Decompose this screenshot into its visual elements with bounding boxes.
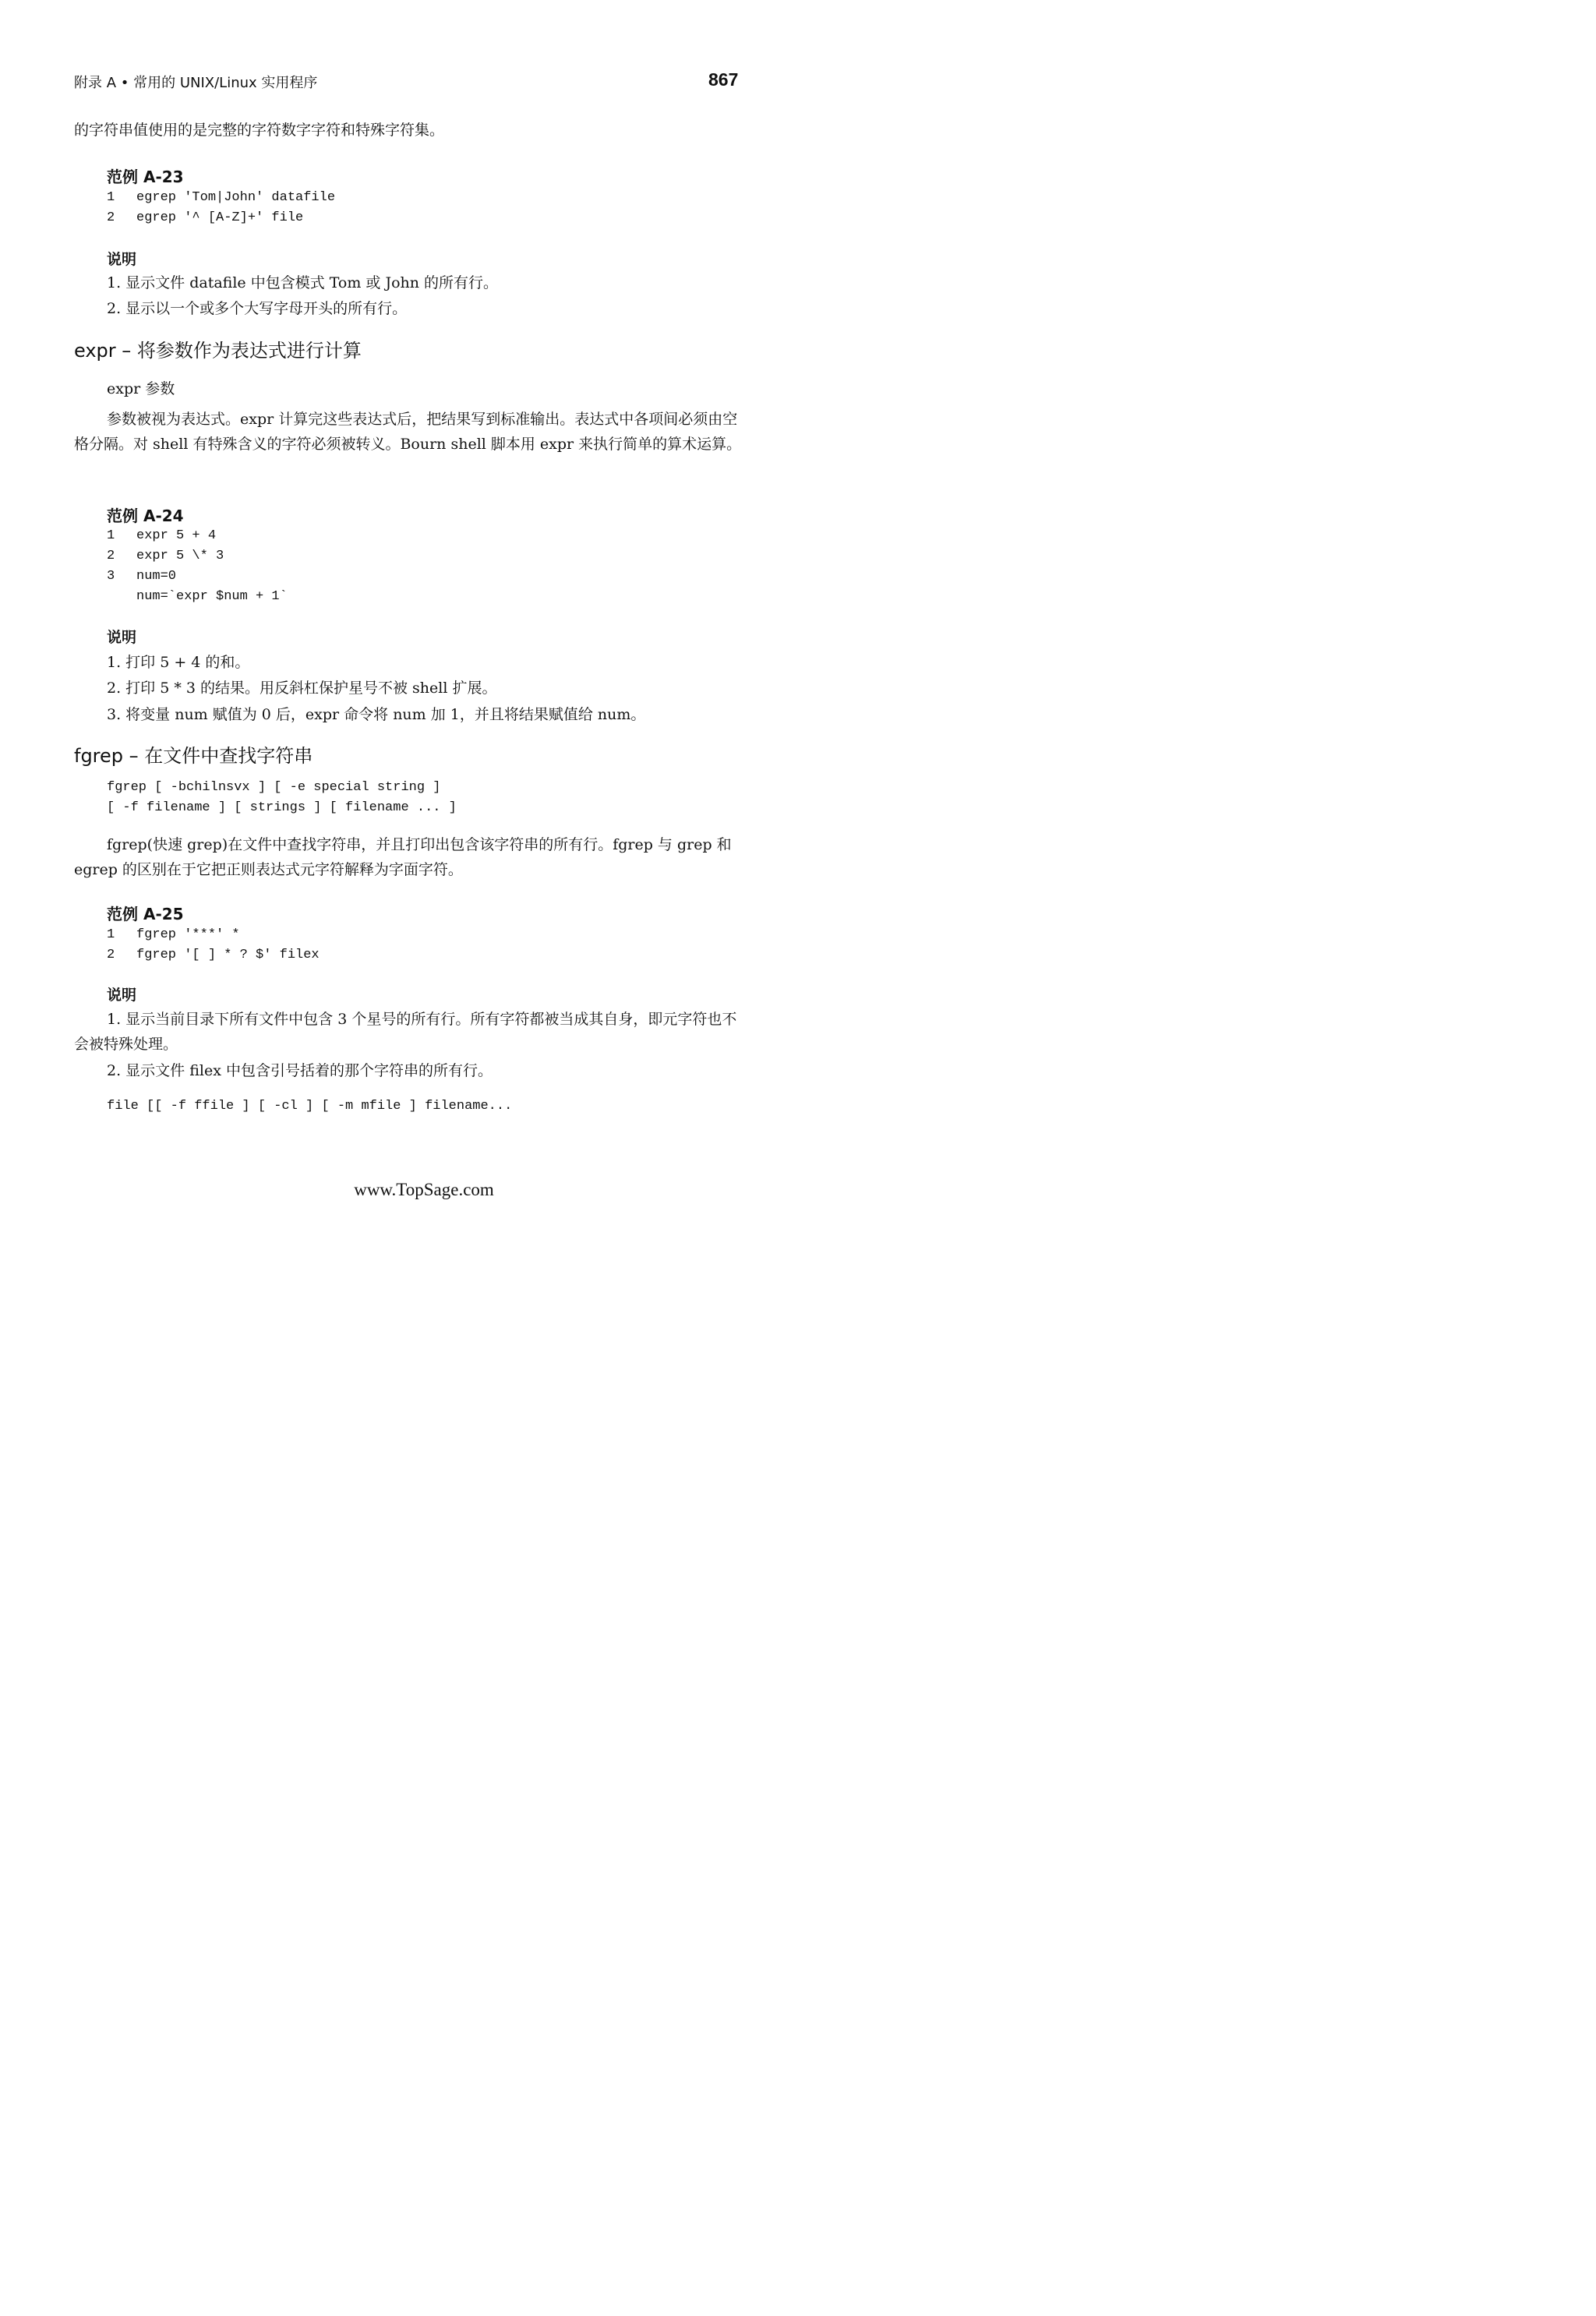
note-item: 2. 打印 5 * 3 的结果。用反斜杠保护星号不被 shell 扩展。: [107, 680, 497, 697]
code-line: [107, 589, 288, 604]
line-number: 3: [107, 569, 115, 584]
code-text: fgrep '***' *: [136, 927, 240, 942]
fgrep-syntax-line: [ -f filename ] [ strings ] [ filename ... ]: [107, 800, 457, 815]
code-text: num=0: [136, 569, 177, 584]
code-line: [107, 549, 224, 563]
example-title-a25: 范例 A-25: [107, 905, 184, 923]
line-number: 1: [107, 190, 115, 205]
note-item: 1. 显示文件 datafile 中包含模式 Tom 或 John 的所有行。: [107, 274, 499, 291]
line-number: 1: [107, 927, 115, 942]
note-heading: 说明: [107, 987, 137, 1004]
code-text: expr 5 + 4: [136, 528, 217, 543]
expr-syntax: expr 参数: [107, 380, 175, 397]
note-heading: 说明: [107, 629, 137, 646]
code-text: fgrep '[ ] * ? $' filex: [136, 948, 320, 962]
code-line: [107, 528, 216, 543]
line-number: 2: [107, 948, 115, 962]
line-number: 2: [107, 549, 115, 563]
note-item: 3. 将变量 num 赋值为 0 后，expr 命令将 num 加 1，并且将结果赋值给 num。: [107, 706, 646, 723]
code-text: expr 5 \* 3: [136, 549, 224, 563]
fgrep-syntax-line: fgrep [ -bchilnsvx ] [ -e special string ]: [107, 780, 441, 795]
note-item: 1. 打印 5 + 4 的和。: [107, 654, 250, 671]
code-text: egrep 'Tom|John' datafile: [136, 190, 336, 205]
section-heading-expr: expr – 将参数作为表达式进行计算: [74, 340, 362, 362]
note-item: 1. 显示当前目录下所有文件中包含 3 个星号的所有行。所有字符都被当成其自身，即元字符也不会被特殊处理。: [74, 1011, 737, 1053]
code-line: [107, 927, 240, 942]
page-number: 867: [708, 69, 739, 90]
code-text: egrep '^ [A-Z]+' file: [136, 210, 304, 225]
note-heading: 说明: [107, 251, 137, 268]
example-title-a24: 范例 A-24: [107, 507, 184, 525]
note-item: 2. 显示以一个或多个大写字母开头的所有行。: [107, 300, 408, 317]
line-number: 2: [107, 210, 115, 225]
expr-description: 参数被视为表达式。expr 计算完这些表达式后，把结果写到标准输出。表达式中各项间必须由空格分隔。对 shell 有特殊含义的字符必须被转义。Bourn shell 脚本用 expr 来执行简单的算术运算。: [74, 411, 742, 453]
example-title-a23: 范例 A-23: [107, 168, 184, 186]
intro-paragraph: 的字符串值使用的是完整的字符数字字符和特殊字符集。: [74, 122, 445, 139]
footer-url: www.TopSage.com: [354, 1180, 494, 1199]
code-line: [107, 569, 176, 584]
file-syntax: file [[ -f ffile ] [ -cl ] [ -m mfile ] filename...: [107, 1099, 513, 1114]
code-line: [107, 948, 320, 962]
code-line: [107, 210, 303, 225]
line-number: 1: [107, 528, 115, 543]
code-text: num=`expr $num + 1`: [136, 589, 288, 604]
fgrep-description: fgrep(快速 grep)在文件中查找字符串，并且打印出包含该字符串的所有行。fgrep 与 grep 和 egrep 的区别在于它把正则表达式元字符解释为字面字符。: [74, 836, 732, 878]
note-item: 2. 显示文件 filex 中包含引号括着的那个字符串的所有行。: [107, 1062, 493, 1079]
running-header: 附录 A • 常用的 UNIX/Linux 实用程序: [74, 75, 318, 91]
code-line: [107, 190, 335, 205]
section-heading-fgrep: fgrep – 在文件中查找字符串: [74, 745, 313, 767]
